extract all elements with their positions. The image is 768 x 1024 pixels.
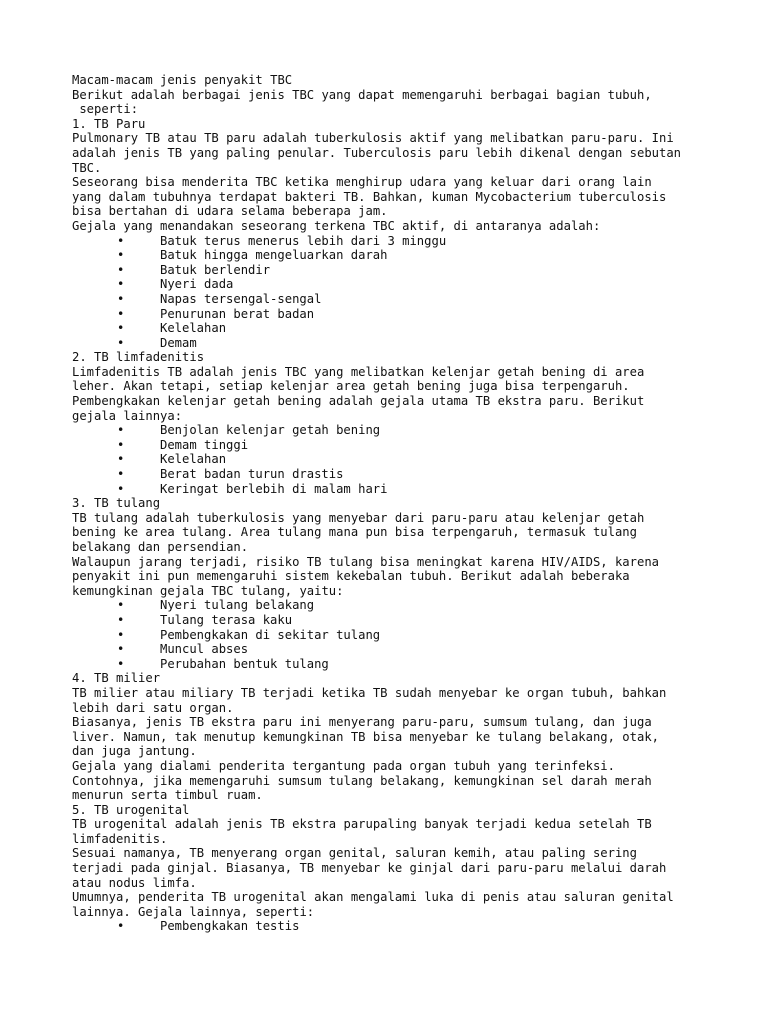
bullet-icon: • xyxy=(117,919,125,934)
bullet-item xyxy=(72,277,732,292)
bullet-item xyxy=(72,919,732,934)
bullet-item xyxy=(72,452,732,467)
text-line: 3. TB tulang xyxy=(72,496,161,511)
text-line: penyakit ini pun memengaruhi sistem kekebalan tubuh. Berikut adalah beberaka xyxy=(72,569,630,584)
bullet-icon: • xyxy=(117,452,125,467)
bullet-text: Penurunan berat badan xyxy=(160,306,315,321)
bullet-icon: • xyxy=(117,233,125,248)
bullet-text: Pembengkakan di sekitar tulang xyxy=(160,627,381,642)
bullet-item xyxy=(72,467,732,482)
bullet-text: Kelelahan xyxy=(160,321,227,336)
bullet-text: Demam xyxy=(160,335,197,350)
bullet-item xyxy=(72,598,732,613)
text-line: bening ke area tulang. Area tulang mana pun bisa terpengaruh, termasuk tulang xyxy=(72,525,637,540)
bullet-icon: • xyxy=(117,656,125,671)
bullet-item xyxy=(72,263,732,278)
text-line: Gejala yang dialami penderita tergantung pada organ tubuh yang terinfeksi. xyxy=(72,758,615,773)
bullet-icon: • xyxy=(117,598,125,613)
text-line: 5. TB urogenital xyxy=(72,802,190,817)
bullet-icon: • xyxy=(117,248,125,263)
bullet-item xyxy=(72,307,732,322)
bullet-item xyxy=(72,321,732,336)
text-line: 4. TB milier xyxy=(72,671,161,686)
bullet-item xyxy=(72,423,732,438)
text-line: dan juga jantung. xyxy=(72,744,197,759)
text-line: liver. Namun, tak menutup kemungkinan TB bisa menyebar ke tulang belakang, otak, xyxy=(72,729,659,744)
text-line: Biasanya, jenis TB ekstra paru ini menyerang paru-paru, sumsum tulang, dan juga xyxy=(72,715,652,730)
bullet-icon: • xyxy=(117,277,125,292)
text-line: bisa bertahan di udara selama beberapa jam. xyxy=(72,204,388,219)
bullet-icon: • xyxy=(117,423,125,438)
bullet-icon: • xyxy=(117,627,125,642)
bullet-icon: • xyxy=(117,467,125,482)
text-line: TB urogenital adalah jenis TB ekstra parupaling banyak terjadi kedua setelah TB xyxy=(72,817,652,832)
bullet-text: Nyeri dada xyxy=(160,277,234,292)
bullet-text: Batuk hingga mengeluarkan darah xyxy=(160,248,388,263)
text-line: Walaupun jarang terjadi, risiko TB tulang bisa meningkat karena HIV/AIDS, karena xyxy=(72,554,659,569)
bullet-text: Keringat berlebih di malam hari xyxy=(160,481,388,496)
bullet-text: Demam tinggi xyxy=(160,437,249,452)
text-line: 1. TB Paru xyxy=(72,116,146,131)
text-line: Gejala yang menandakan seseorang terkena TBC aktif, di antaranya adalah: xyxy=(72,218,601,233)
bullet-icon: • xyxy=(117,306,125,321)
text-line: kemungkinan gejala TBC tulang, yaitu: xyxy=(72,583,344,598)
text-line: Pulmonary TB atau TB paru adalah tuberkulosis aktif yang melibatkan paru-paru. Ini xyxy=(72,131,674,146)
bullet-icon: • xyxy=(117,481,125,496)
text-line: yang dalam tubuhnya terdapat bakteri TB. Bahkan, kuman Mycobacterium tuberculosis xyxy=(72,189,667,204)
bullet-item xyxy=(72,642,732,657)
text-line: TB milier atau miliary TB terjadi ketika TB sudah menyebar ke organ tubuh, bahkan xyxy=(72,685,667,700)
bullet-item xyxy=(72,234,732,249)
bullet-text: Batuk terus menerus lebih dari 3 minggu xyxy=(160,233,447,248)
bullet-text: Kelelahan xyxy=(160,452,227,467)
text-line: gejala lainnya: xyxy=(72,408,183,423)
text-line: belakang dan persendian. xyxy=(72,540,249,554)
text-line: 2. TB limfadenitis xyxy=(72,350,205,365)
bullet-item xyxy=(72,482,732,497)
bullet-icon: • xyxy=(117,335,125,350)
text-line: Limfadenitis TB adalah jenis TBC yang melibatkan kelenjar getah bening di area xyxy=(72,364,645,379)
bullet-text: Batuk berlendir xyxy=(160,262,271,277)
bullet-text: Napas tersengal-sengal xyxy=(160,291,322,306)
bullet-text: Nyeri tulang belakang xyxy=(160,598,315,613)
text-line: limfadenitis. xyxy=(72,831,168,846)
bullet-item xyxy=(72,657,732,672)
bullet-icon: • xyxy=(117,437,125,452)
bullet-item xyxy=(72,292,732,307)
text-line: TB tulang adalah tuberkulosis yang menyebar dari paru-paru atau kelenjar getah xyxy=(72,510,645,525)
text-line: lebih dari satu organ. xyxy=(72,700,234,715)
bullet-text: Berat badan turun drastis xyxy=(160,467,344,482)
bullet-icon: • xyxy=(117,291,125,306)
bullet-text: Pembengkakan testis xyxy=(160,919,300,934)
bullet-icon: • xyxy=(117,262,125,277)
bullet-text: Perubahan bentuk tulang xyxy=(160,656,329,671)
text-line: Pembengkakan kelenjar getah bening adalah gejala utama TB ekstra paru. Berikut xyxy=(72,394,645,409)
text-line: leher. Akan tetapi, setiap kelenjar area getah bening juga bisa terpengaruh. xyxy=(72,379,630,394)
text-line: adalah jenis TB yang paling penular. Tuberculosis paru lebih dikenal dengan sebutan xyxy=(72,145,682,160)
bullet-icon: • xyxy=(117,642,125,657)
bullet-text: Benjolan kelenjar getah bening xyxy=(160,423,381,438)
bullet-icon: • xyxy=(117,321,125,336)
bullet-item xyxy=(72,336,732,351)
bullet-item xyxy=(72,628,732,643)
document-body xyxy=(72,73,732,934)
text-line: Sesuai namanya, TB menyerang organ genital, saluran kemih, atau paling sering xyxy=(72,846,637,861)
text-line: TBC. xyxy=(72,160,102,175)
text-line: atau nodus limfa. xyxy=(72,875,197,890)
text-line: terjadi pada ginjal. Biasanya, TB menyebar ke ginjal dari paru-paru melalui darah xyxy=(72,861,667,876)
bullet-item xyxy=(72,613,732,628)
bullet-text: Muncul abses xyxy=(160,642,249,657)
bullet-text: Tulang terasa kaku xyxy=(160,612,293,627)
text-line: Contohnya, jika memengaruhi sumsum tulang belakang, kemungkinan sel darah merah xyxy=(72,773,652,788)
text-line: seperti: xyxy=(72,102,139,117)
bullet-item xyxy=(72,248,732,263)
text-line: Seseorang bisa menderita TBC ketika menghirup udara yang keluar dari orang lain xyxy=(72,175,652,190)
text-line: Macam-macam jenis penyakit TBC xyxy=(72,73,293,87)
text-line: menurun serta timbul ruam. xyxy=(72,788,263,803)
text-line: lainnya. Gejala lainnya, seperti: xyxy=(72,904,315,919)
text-line: Umumnya, penderita TB urogenital akan mengalami luka di penis atau saluran genital xyxy=(72,890,674,905)
text-line: Berikut adalah berbagai jenis TBC yang dapat memengaruhi berbagai bagian tubuh, xyxy=(72,87,652,102)
bullet-item xyxy=(72,438,732,453)
bullet-icon: • xyxy=(117,612,125,627)
